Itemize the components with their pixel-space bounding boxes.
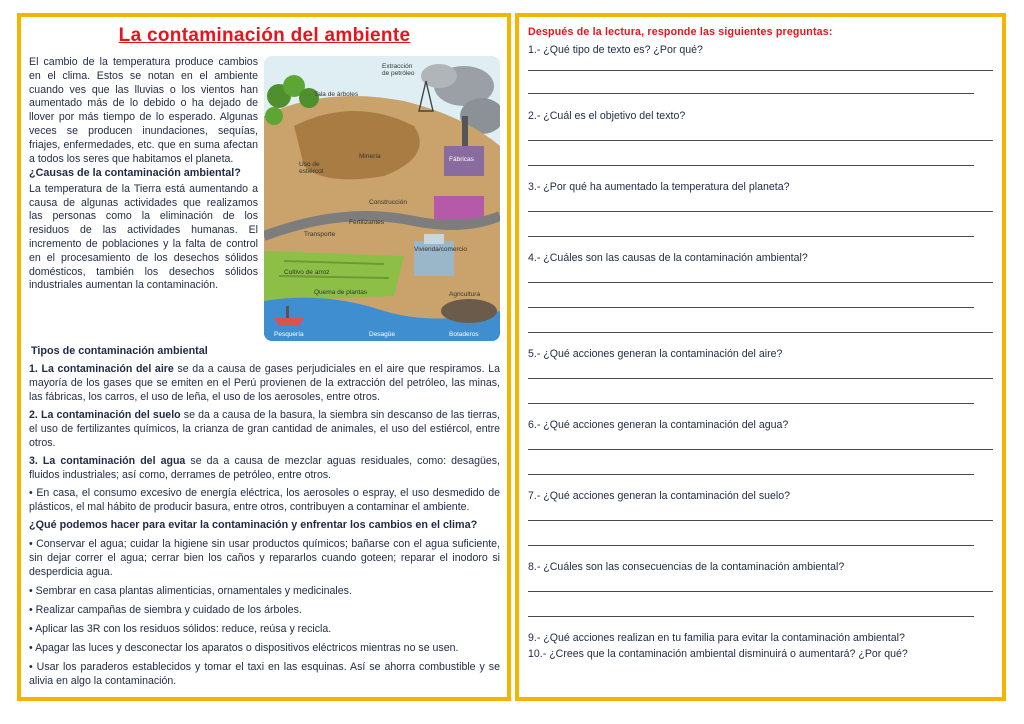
instruction: Después de la lectura, responde las siguientes preguntas:	[528, 26, 833, 38]
svg-text:Minería: Minería	[359, 153, 381, 160]
svg-text:Uso de: Uso de	[299, 161, 320, 168]
svg-text:de petróleo: de petróleo	[382, 70, 415, 77]
svg-text:Extracción: Extracción	[382, 63, 413, 70]
svg-text:Construcción: Construcción	[369, 199, 407, 206]
answer-line[interactable]	[528, 236, 974, 237]
action-item: • Apagar las luces y desconectar los aparatos o dispositivos eléctricos mientras no se usen.	[29, 641, 459, 654]
causes-heading: ¿Causas de la contaminación ambiental?	[29, 167, 241, 180]
answer-line[interactable]	[528, 165, 974, 166]
question-2: 2.- ¿Cuál es el objetivo del texto?	[528, 110, 686, 122]
svg-text:Cultivo de arroz: Cultivo de arroz	[284, 269, 330, 276]
action-item: • Usar los paraderos establecidos y tomar el taxi en las esquinas. Así se ahorra combustible y se alivia en algo la contaminación.	[29, 660, 500, 687]
answer-line[interactable]	[528, 70, 993, 71]
svg-text:Vivienda/comercio: Vivienda/comercio	[414, 246, 467, 253]
causes-paragraph: La temperatura de la Tierra está aumentando a causa de algunas actividades que realizamos las personas como la eliminación de los residuos de las actividades humanas. El incremento de poblaciones y la falta de control en el procesamiento de los desechos sólidos domésticos, también los desechos sólidos industriales aumentan la contaminación.	[29, 182, 258, 292]
svg-text:Botaderos: Botaderos	[449, 331, 479, 338]
svg-text:estiércol: estiércol	[299, 168, 324, 175]
answer-line[interactable]	[528, 211, 993, 212]
answer-line[interactable]	[528, 93, 974, 94]
intro-paragraph: El cambio de la temperatura produce cambios en el clima. Estos se notan en el ambiente cuando ves que las lluvias o los vientos han aumentado más de lo debido o ha dejado de llover por más tiempo de lo esperado. Algunas veces se producen inundaciones, sequías, friajes, enfermedades, etc. que en suma afectan a todos los seres que habitamos el planeta.	[29, 56, 258, 165]
answer-line[interactable]	[528, 307, 974, 308]
answer-line[interactable]	[528, 449, 993, 450]
answer-line[interactable]	[528, 378, 993, 379]
answer-line[interactable]	[528, 616, 974, 617]
type-air: 1. La contaminación del aire se da a causa de gases perjudiciales en el aire que respiramos. La mayoría de los gases que se emiten en el Perú provienen de la extracción del petróleo, las minas, las fábricas, los carros, el uso de leña, el uso de los aerosoles, entre otros.	[29, 363, 500, 403]
question-1: 1.- ¿Qué tipo de texto es? ¿Por qué?	[528, 44, 703, 56]
answer-line[interactable]	[528, 591, 993, 592]
answer-line[interactable]	[528, 332, 993, 333]
answer-line[interactable]	[528, 140, 993, 141]
question-4: 4.- ¿Cuáles son las causas de la contaminación ambiental?	[528, 252, 808, 264]
pollution-illustration	[264, 56, 500, 341]
type-soil: 2. La contaminación del suelo se da a causa de la basura, la siembra sin descanso de las tierras, el uso de fertilizantes químicos, la crianza de gran cantidad de animales, el uso del estiércol, entre otros.	[29, 409, 500, 449]
reading-panel	[17, 13, 511, 701]
action-item: • Aplicar las 3R con los residuos sólidos: reduce, reúsa y recicla.	[29, 622, 332, 635]
answer-line[interactable]	[528, 520, 993, 521]
answer-line[interactable]	[528, 545, 974, 546]
action-item: • Sembrar en casa plantas alimenticias, ornamentales y medicinales.	[29, 584, 352, 597]
question-5: 5.- ¿Qué acciones generan la contaminación del aire?	[528, 348, 783, 360]
svg-text:Pesquería: Pesquería	[274, 331, 304, 338]
svg-text:Agricultura: Agricultura	[449, 291, 481, 298]
svg-text:Fábricas: Fábricas	[449, 156, 474, 163]
question-8: 8.- ¿Cuáles son las consecuencias de la contaminación ambiental?	[528, 561, 845, 573]
question-10: 10.- ¿Crees que la contaminación ambiental disminuirá o aumentará? ¿Por qué?	[528, 648, 908, 660]
types-heading: Tipos de contaminación ambiental	[31, 345, 208, 357]
action-item: • Conservar el agua; cuidar la higiene sin usar productos químicos; bañarse con el agua suficiente, sin dejar correr el agua; cerrar bien los caños y repararlos cuando goteen; reparar el inodoro si desperdicia agua.	[29, 537, 500, 578]
type-water: 3. La contaminación del agua se da a causa de mezclar aguas residuales, como: desagües, fluidos industriales; así como, derrames de petróleo, entre otros.	[29, 455, 500, 481]
svg-text:Tala de árboles: Tala de árboles	[314, 91, 359, 98]
svg-text:Transporte: Transporte	[304, 231, 336, 238]
svg-text:Fertilizantes: Fertilizantes	[349, 219, 385, 226]
answer-line[interactable]	[528, 474, 974, 475]
home-note: • En casa, el consumo excesivo de energía eléctrica, los aerosoles o espray, el uso desmedido de plásticos, el mal hábito de producir basura, entre otros, contribuyen a contaminar el ambiente.	[29, 487, 500, 513]
action-item: • Realizar campañas de siembra y cuidado de los árboles.	[29, 603, 302, 616]
svg-text:Desagüe: Desagüe	[369, 331, 396, 338]
page-title: La contaminación del ambiente	[118, 25, 411, 46]
answer-line[interactable]	[528, 282, 993, 283]
svg-text:Quema de plantas: Quema de plantas	[314, 289, 368, 296]
questions-panel	[515, 13, 1006, 701]
question-6: 6.- ¿Qué acciones generan la contaminación del agua?	[528, 419, 789, 431]
question-7: 7.- ¿Qué acciones generan la contaminación del suelo?	[528, 490, 791, 502]
actions-heading: ¿Qué podemos hacer para evitar la contaminación y enfrentar los cambios en el clima?	[29, 519, 478, 531]
question-3: 3.- ¿Por qué ha aumentado la temperatura del planeta?	[528, 181, 790, 193]
question-9: 9.- ¿Qué acciones realizan en tu familia para evitar la contaminación ambiental?	[528, 632, 905, 644]
answer-line[interactable]	[528, 403, 974, 404]
